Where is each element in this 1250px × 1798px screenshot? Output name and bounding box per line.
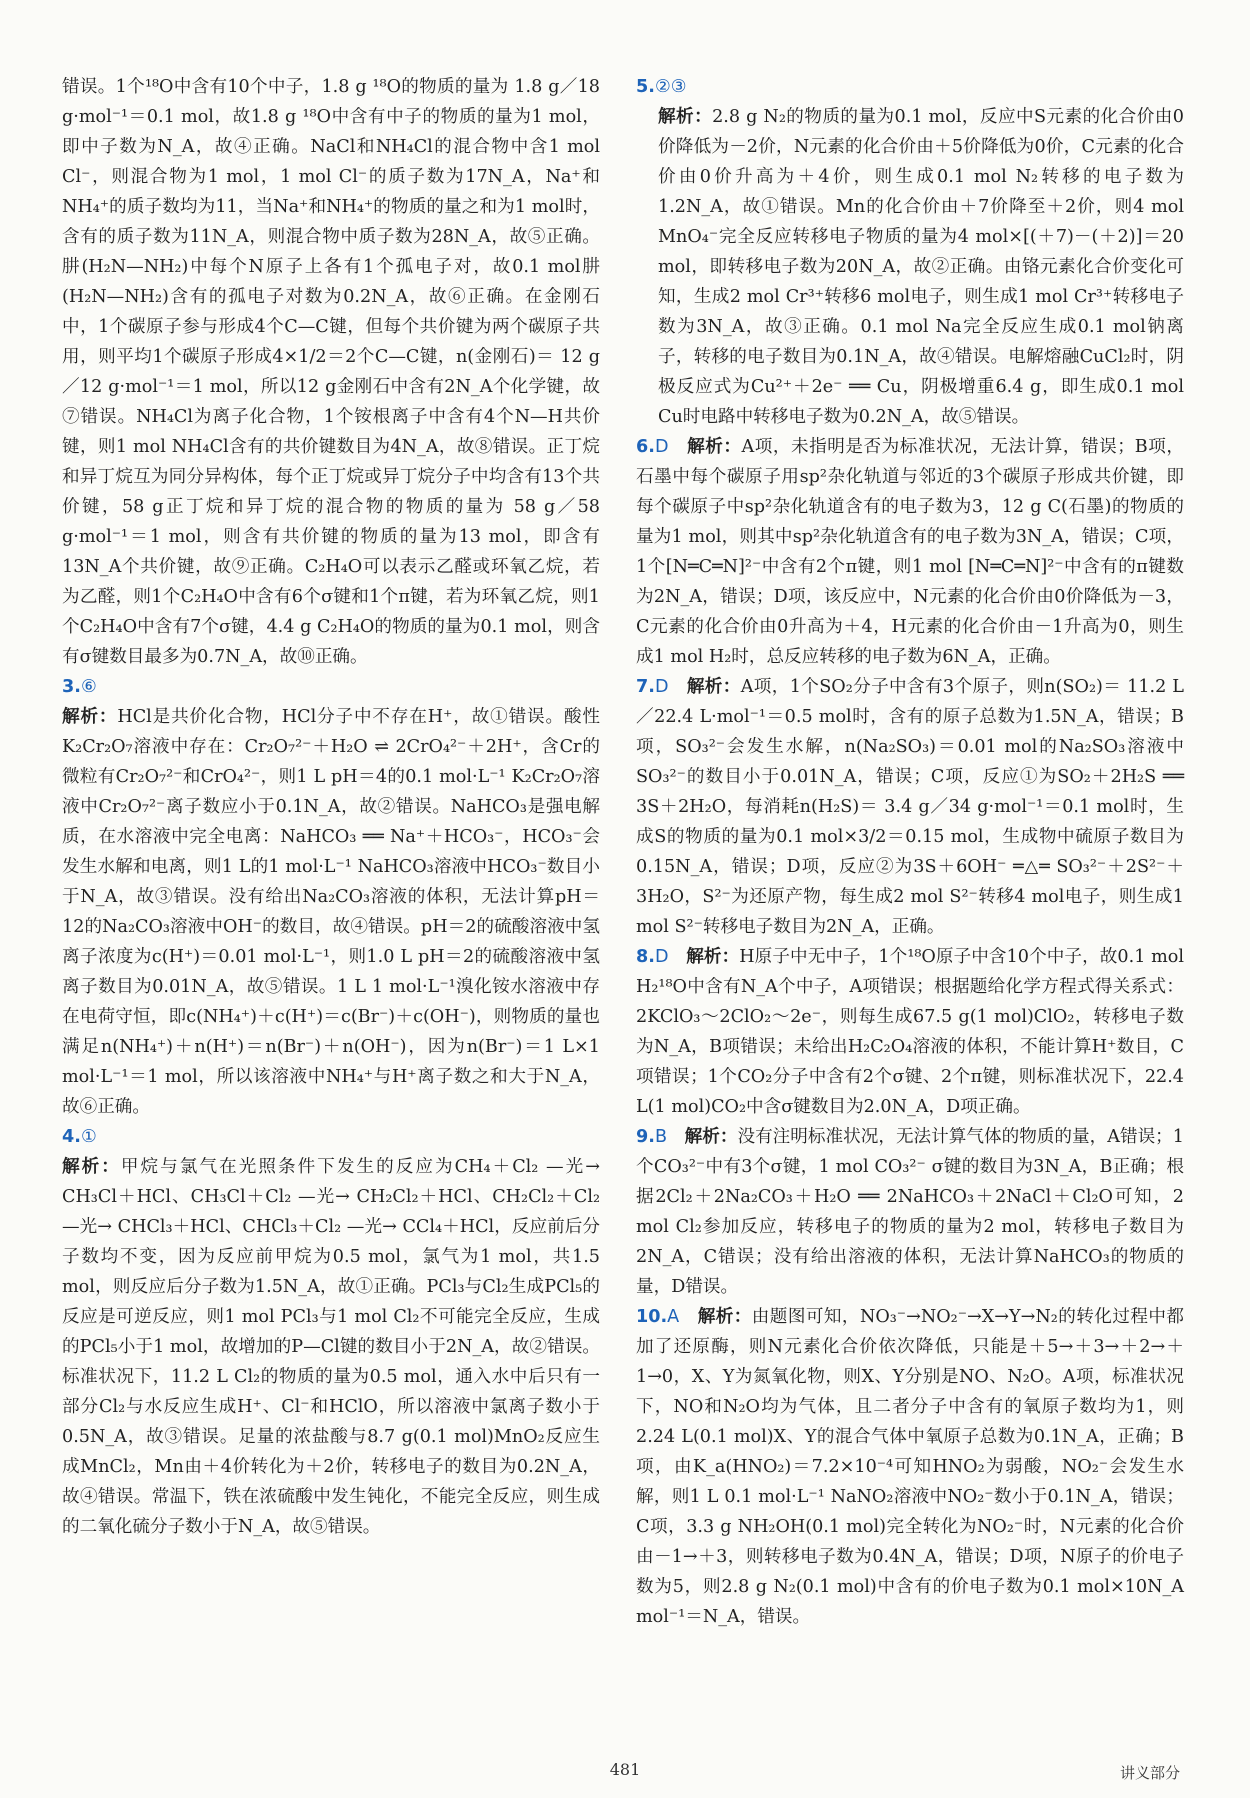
analysis-label: 解析： [687,437,742,457]
analysis-text: H原子中无中子，1个¹⁸O原子中含10个中子，故0.1 mol H₂¹⁸O中含有N_A个中子，A项错误；根据题给化学方程式得关系式：2KClO₃～2ClO₂～2e⁻，则每生成67.5 g(1 mol)ClO₂，转移电子数为N_A，B项错误；未给出H₂C₂O₄溶液的体积，不能计算H⁺数目，C项错误；1个CO₂分子中含有2个σ键、2个π键，则标准状况下，22.4 L(1 mol)CO₂中含σ键数目为2.0N_A，D项正确。 [636,947,1184,1117]
analysis-text: 由题图可知，NO₃⁻→NO₂⁻→X→Y→N₂的转化过程中都加了还原酶，则N元素化合价依次降低，只能是＋5→＋3→＋2→＋1→0，X、Y为氮氧化物，则X、Y分别是NO、N₂O。A项，标准状况下，NO和N₂O均为气体，且二者分子中含有的氧原子数均为1，则2.24 L(0.1 mol)X、Y的混合气体中氧原子总数为0.1N_A，正确；B项，由K_a(HNO₂)＝7.2×10⁻⁴可知HNO₂为弱酸，NO₂⁻会发生水解，则1 L 0.1 mol·L⁻¹ NaNO₂溶液中NO₂⁻数小于0.1N_A，错误；C项，3.3 g NH₂OH(0.1 mol)完全转化为NO₂⁻时，N元素的化合价由－1→＋3，则转移电子数为0.4N_A，错误；D项，N原子的价电子数为5，则2.8 g N₂(0.1 mol)中含有的价电子数为0.1 mol×10N_A mol⁻¹＝N_A，错误。 [636,1307,1184,1627]
analysis-text: 2.8 g N₂的物质的量为0.1 mol，反应中S元素的化合价由0价降低为－2价，N元素的化合价由＋5价降低为0价，C元素的化合价由0价升高为＋4价，则生成0.1 mol N₂转移的电子数为1.2N_A，故①错误。Mn的化合价由＋7价降至＋2价，则4 mol MnO₄⁻完全反应转移电子物质的量为4 mol×[(＋7)－(＋2)]＝20 mol，即转移电子数为20N_A，故②正确。由铬元素化合价变化可知，生成2 mol Cr³⁺转移6 mol电子，则生成1 mol Cr³⁺转移电子数为3N_A，故③正确。0.1 mol Na完全反应生成0.1 mol钠离子，转移的电子数目为0.1N_A，故④错误。电解熔融CuCl₂时，阴极反应式为Cu²⁺＋2e⁻ ══ Cu，阴极增重6.4 g，即生成0.1 mol Cu时电路中转移电子数为0.2N_A，故⑤错误。 [658,107,1184,427]
analysis-label: 解析： [686,677,741,697]
question-number: 6. [636,437,655,457]
analysis-label: 解析： [62,1157,121,1177]
analysis-label: 解析： [684,1127,738,1147]
analysis-label: 解析： [686,947,740,967]
answer: ②③ [654,77,687,97]
question-number: 9. [636,1127,655,1147]
question-block [636,432,1184,672]
paragraph: 错误。1个¹⁸O中含有10个中子，1.8 g ¹⁸O的物质的量为 1.8 g／18 g·mol⁻¹＝0.1 mol，故1.8 g ¹⁸O中含有中子的物质的量为1 mol，即中子数为N_A，故④正确。NaCl和NH₄Cl的混合物中含1 mol Cl⁻，则混合物为1 mol，1 mol Cl⁻的质子数为17N_A，Na⁺和NH₄⁺的质子数均为11，当Na⁺和NH₄⁺的物质的量之和为1 mol时，含有的质子数为11N_A，则混合物中质子数为28N_A，故⑤正确。肼(H₂N—NH₂)中每个N原子上各有1个孤电子对，故0.1 mol肼(H₂N—NH₂)含有的孤电子对数为0.2N_A，故⑥正确。在金刚石中，1个碳原子参与形成4个C—C键，但每个共价键为两个碳原子共用，则平均1个碳原子形成4×1/2＝2个C—C键，n(金刚石)＝ 12 g／12 g·mol⁻¹＝1 mol，所以12 g金刚石中含有2N_A个化学键，故⑦错误。NH₄Cl为离子化合物，1个铵根离子中含有4个N—H共价键，则1 mol NH₄Cl含有的共价键数目为4N_A，故⑧错误。正丁烷和异丁烷互为同分异构体，每个正丁烷或异丁烷分子中均含有13个共价键，58 g正丁烷和异丁烷的混合物的物质的量为 58 g／58 g·mol⁻¹＝1 mol，则含有共价键的物质的量为13 mol，即含有13N_A个共价键，故⑨正确。C₂H₄O可以表示乙醛或环氧乙烷，若为乙醛，则1个C₂H₄O中含有6个σ键和1个π键，若为环氧乙烷，则1个C₂H₄O中含有7个σ键，4.4 g C₂H₄O的物质的量为0.1 mol，则含有σ键数目最多为0.7N_A，故⑩正确。 [62,77,600,667]
question-header [62,1122,600,1152]
section-label: 讲义部分 [1119,1764,1180,1782]
analysis-text: A项，1个SO₂分子中含有3个原子，则n(SO₂)＝ 11.2 L／22.4 L·mol⁻¹＝0.5 mol时，含有的原子总数为1.5N_A，错误；B项，SO₃²⁻会发生水解，n(Na₂SO₃)＝0.01 mol的Na₂SO₃溶液中SO₃²⁻的数目小于0.01N_A，错误；C项，反应①为SO₂＋2H₂S ══ 3S＋2H₂O，每消耗n(H₂S)＝ 3.4 g／34 g·mol⁻¹＝0.1 mol时，生成S的物质的量为0.1 mol×3/2＝0.15 mol，生成物中硫原子数目为0.15N_A，错误；D项，反应②为3S＋6OH⁻ ═△═ SO₃²⁻＋2S²⁻＋3H₂O，S²⁻为还原产物，每生成2 mol S²⁻转移4 mol电子，则生成1 mol S²⁻转移电子数目为2N_A，正确。 [636,677,1184,937]
question-block [636,1122,1184,1302]
analysis-text: 甲烷与氯气在光照条件下发生的反应为CH₄＋Cl₂ —光→ CH₃Cl＋HCl、CH₃Cl＋Cl₂ —光→ CH₂Cl₂＋HCl、CH₂Cl₂＋Cl₂ —光→ CHCl₃＋HCl、CHCl₃＋Cl₂ —光→ CCl₄＋HCl，反应前后分子数均不变，因为反应前甲烷为0.5 mol，氯气为1 mol，共1.5 mol，则反应后分子数为1.5N_A，故①正确。PCl₃与Cl₂生成PCl₅的反应是可逆反应，则1 mol PCl₃与1 mol Cl₂不可能完全反应，生成的PCl₅小于1 mol，故增加的P—Cl键的数目小于2N_A，故②错误。标准状况下，11.2 L Cl₂的物质的量为0.5 mol，通入水中后只有一部分Cl₂与水反应生成H⁺、Cl⁻和HClO，所以溶液中氯离子数小于0.5N_A，故③错误。足量的浓盐酸与8.7 g(0.1 mol)MnO₂反应生成MnCl₂，Mn由＋4价转化为＋2价，转移电子的数目为0.2N_A，故④错误。常温下，铁在浓硫酸中发生钝化，不能完全反应，则生成的二氧化硫分子数小于N_A，故⑤错误。 [62,1157,600,1537]
answer: B [654,1127,668,1147]
question-number: 8. [636,947,655,967]
question-number: 7. [636,677,655,697]
analysis-text: 没有注明标准状况，无法计算气体的物质的量，A错误；1个CO₃²⁻中有3个σ键，1 mol CO₃²⁻ σ键的数目为3N_A，B正确；根据2Cl₂＋2Na₂CO₃＋H₂O ══ 2NaHCO₃＋2NaCl＋Cl₂O可知，2 mol Cl₂参加反应，转移电子的物质的量为2 mol，转移电子数目为2N_A，C错误；没有给出溶液的体积，无法计算NaHCO₃的物质的量，D错误。 [636,1127,1184,1297]
answer: ⑥ [80,677,97,697]
question-number: 10. [636,1307,668,1327]
question-header [62,672,600,702]
analysis-label: 解析： [62,707,118,727]
paragraph [636,102,1184,432]
analysis-label: 解析： [697,1307,752,1327]
question-number: 4. [62,1127,81,1147]
right-column [636,72,1184,1632]
question-block [636,672,1184,942]
question-block [636,942,1184,1122]
question-header [636,72,1184,102]
paragraph [62,1152,600,1542]
answer: D [654,947,669,967]
question-number: 5. [636,77,655,97]
page-number: 481 [609,1760,641,1779]
analysis-text: HCl是共价化合物，HCl分子中不存在H⁺，故①错误。酸性K₂Cr₂O₇溶液中存在：Cr₂O₇²⁻＋H₂O ⇌ 2CrO₄²⁻＋2H⁺，含Cr的微粒有Cr₂O₇²⁻和CrO₄²⁻，则1 L pH＝4的0.1 mol·L⁻¹ K₂Cr₂O₇溶液中Cr₂O₇²⁻离子数应小于0.1N_A，故②错误。NaHCO₃是强电解质，在水溶液中完全电离：NaHCO₃ ══ Na⁺＋HCO₃⁻，HCO₃⁻会发生水解和电离，则1 L的1 mol·L⁻¹ NaHCO₃溶液中HCO₃⁻数目小于N_A，故③错误。没有给出Na₂CO₃溶液的体积，无法计算pH＝12的Na₂CO₃溶液中OH⁻的数目，故④错误。pH＝2的硫酸溶液中氢离子浓度为c(H⁺)＝0.01 mol·L⁻¹，则1.0 L pH＝2的硫酸溶液中氢离子数目为0.01N_A，故⑤错误。1 L 1 mol·L⁻¹溴化铵水溶液中存在电荷守恒，即c(NH₄⁺)＋c(H⁺)＝c(Br⁻)＋c(OH⁻)，则物质的量也满足n(NH₄⁺)＋n(H⁺)＝n(Br⁻)＋n(OH⁻)，因为n(Br⁻)＝1 L×1 mol·L⁻¹＝1 mol，所以该溶液中NH₄⁺与H⁺离子数之和大于N_A，故⑥正确。 [62,707,600,1117]
answer: ① [80,1127,97,1147]
answer: A [667,1307,680,1327]
left-column [62,72,600,1542]
question-number: 3. [62,677,81,697]
answer: D [654,437,669,457]
analysis-label: 解析： [658,107,713,127]
answer: D [654,677,669,697]
analysis-text: A项，未指明是否为标准状况，无法计算，错误；B项，石墨中每个碳原子用sp²杂化轨道与邻近的3个碳原子形成共价键，即每个碳原子中sp²杂化轨道含有的电子数为3，12 g C(石墨)的物质的量为1 mol，则其中sp²杂化轨道含有的电子数为3N_A，错误；C项，1个[N═C═N]²⁻中含有2个π键，则1 mol [N═C═N]²⁻中含有的π键数为2N_A，错误；D项，该反应中，N元素的化合价由0价降低为－3，C元素的化合价由0升高为＋4，H元素的化合价由－1升高为0，则生成1 mol H₂时，总反应转移的电子数为6N_A，正确。 [636,437,1184,667]
question-block [636,1302,1184,1632]
paragraph [62,702,600,1122]
